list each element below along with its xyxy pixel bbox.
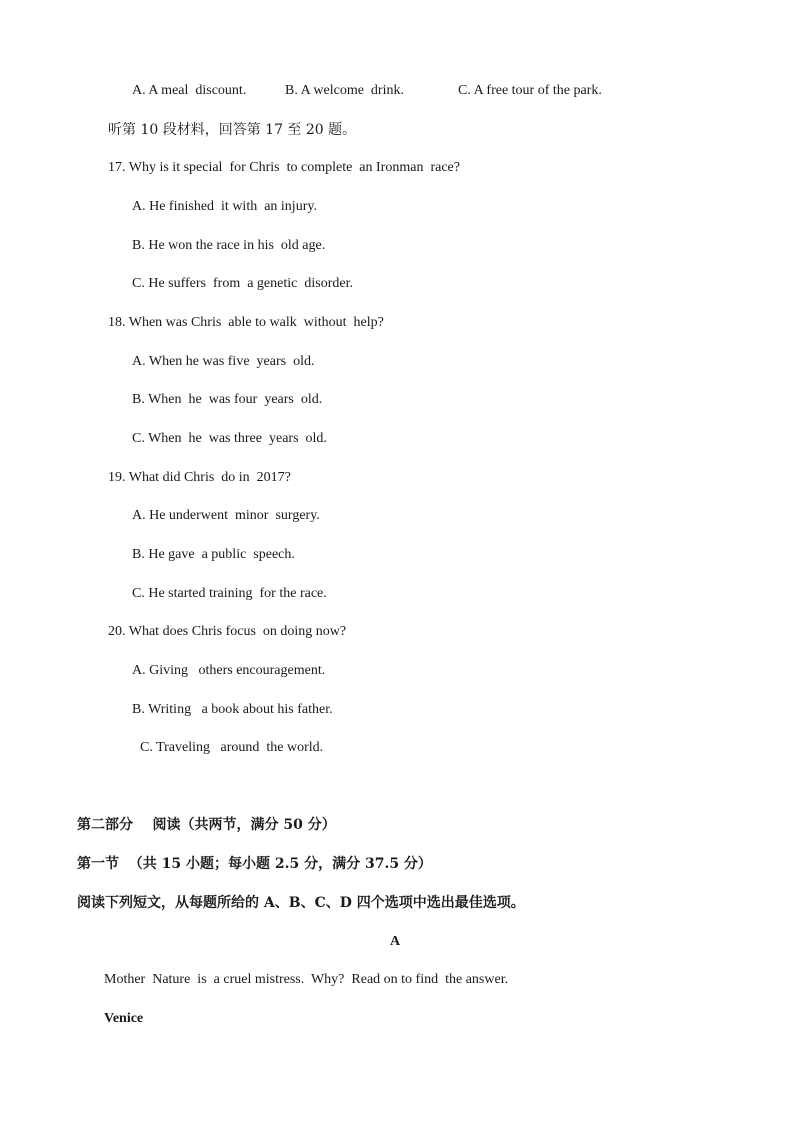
section1-heading: 第一节 （共 15 小题；每小题 2.5 分，满分 37.5 分）	[77, 856, 432, 872]
question-17-stem: 17. Why is it special for Chris to complete an Ironman race?	[108, 160, 460, 175]
passage-intro: Mother Nature is a cruel mistress. Why? Read on to find the answer.	[104, 972, 509, 987]
passage-subheading-venice: Venice	[104, 1011, 144, 1026]
question-18-stem: 18. When was Chris able to walk without help?	[108, 315, 384, 330]
question-17-option-c: C. He suffers from a genetic disorder.	[132, 276, 353, 291]
question-19-option-b: B. He gave a public speech.	[132, 547, 295, 562]
question-18-option-c: C. When he was three years old.	[132, 431, 327, 446]
passage-label: A	[390, 934, 401, 949]
q16-option-a: A. A meal discount.	[132, 83, 247, 98]
question-18-option-b: B. When he was four years old.	[132, 392, 323, 407]
question-17-option-b: B. He won the race in his old age.	[132, 238, 326, 253]
q16-option-b: B. A welcome drink.	[285, 83, 404, 98]
listening-instruction-10: 听第 10 段材料，回答第 17 至 20 题。	[108, 122, 357, 138]
reading-instruction: 阅读下列短文，从每题所给的 A、B、C、D 四个选项中选出最佳选项。	[77, 895, 525, 911]
question-20-option-a: A. Giving others encouragement.	[132, 663, 326, 678]
question-20-stem: 20. What does Chris focus on doing now?	[108, 624, 347, 639]
question-19-option-c: C. He started training for the race.	[132, 586, 327, 601]
question-18-option-a: A. When he was five years old.	[132, 354, 315, 369]
question-17-option-a: A. He finished it with an injury.	[132, 199, 317, 214]
question-20-option-b: B. Writing a book about his father.	[132, 702, 333, 717]
question-19-stem: 19. What did Chris do in 2017?	[108, 470, 291, 485]
question-20-option-c: C. Traveling around the world.	[140, 740, 324, 755]
question-19-option-a: A. He underwent minor surgery.	[132, 508, 320, 523]
q16-option-c: C. A free tour of the park.	[458, 83, 602, 98]
part2-heading: 第二部分 阅读（共两节，满分 50 分）	[77, 817, 336, 833]
